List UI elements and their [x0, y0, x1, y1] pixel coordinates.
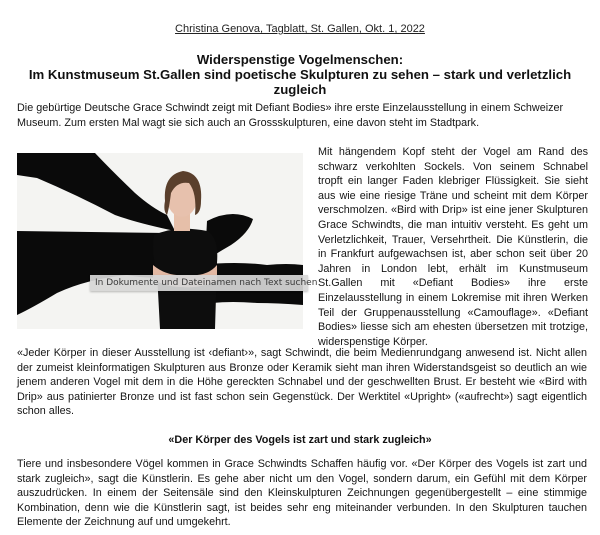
article-lead: Die gebürtige Deutsche Grace Schwindt zeigt mit Defiant Bodies» ihre erste Einzelausstellung in einem Schweizer Museum. Zum ersten Mal wagt sie sich auch an Grossskulpturen, eine davon steht im Stadtpark. [17, 102, 564, 129]
article-side-column-text: Mit hängendem Kopf steht der Vogel am Rand des schwarz verkohlten Sockels. Von seinem Schnabel tropft ein langer Faden klebriger Flüssigkeit. Sie sieht aus wie eine riesige Träne und scheint mit dem Körper verschmolzen. «Bird with Drip» ist eine jener Skulpturen Grace Schwindts, die man intuitiv versteht. Es geht um Verletzlichkeit, Trauer, Versehrtheit. Die Künstlerin, die in Frankfurt aufgewachsen ist, aber schon seit über 20 Jahren in London lebt, erhält im Kunstmuseum St.Gallen mit «Defiant Bodies» ihre erste Einzelausstellung in einem Lokremise mit ihren Werken Teil der Gruppenausstellung «Camouflage». «Defiant Bodies» liesse sich am ehesten übersetzen mit trotzige, widerspenstige Körper. [318, 146, 588, 348]
search-tooltip: In Dokumente und Dateinamen nach Text suchen [90, 275, 308, 291]
headline-line-1: Widerspenstige Vogelmenschen: [196, 52, 404, 67]
article-byline: Christina Genova, Tagblatt, St. Gallen, Okt. 1, 2022 [175, 23, 425, 35]
article-paragraph-3: Tiere und insbesondere Vögel kommen in Grace Schwindts Schaffen häufig vor. «Der Körper des Vogels ist zart und stark zugleich», sagt die Künstlerin. Es gehe aber nicht um den Vogel, sondern darum, ein Gefühl mit dem Körper auszudrücken. In einem der Seitensäle sind den Kleinskulpturen Zeichnungen gegenübergestellt – eine stimmige Kombination, denn wie die Künstlerin sagt, ist beides sehr eng miteinander verbunden. In den Skulpturen tauchen Elemente der Zeichnung auf und umgekehrt. [17, 458, 587, 529]
article-subheading: «Der Körper des Vogels ist zart und stark zugleich» [168, 434, 432, 446]
headline-line-2: Im Kunstmuseum St.Gallen sind poetische Skulpturen zu sehen – stark und verletzlich zugleich [28, 67, 572, 97]
article-paragraph-2: «Jeder Körper in dieser Ausstellung ist ‹defiant›», sagt Schwindt, die beim Medienrundgang anwesend ist. Nicht allen der zumeist kleinformatigen Skulpturen aus Bronze oder Keramik sieht man ihren Widerstandsgeist so deutlich an wie jenem anderen Vogel mit dem in die Höhe gereckten Schnabel und der geschwellten Brust. Er besteht wie «Bird with Drip» aus patinierter Bronze und ist fast schon sein Gegenstück. Der Werktitel «Upright» («aufrecht») sagt eigentlich schon alles. [17, 347, 587, 418]
article-headline [10, 52, 590, 97]
artist-portrait-illustration [17, 153, 303, 329]
article-photo [17, 153, 303, 329]
